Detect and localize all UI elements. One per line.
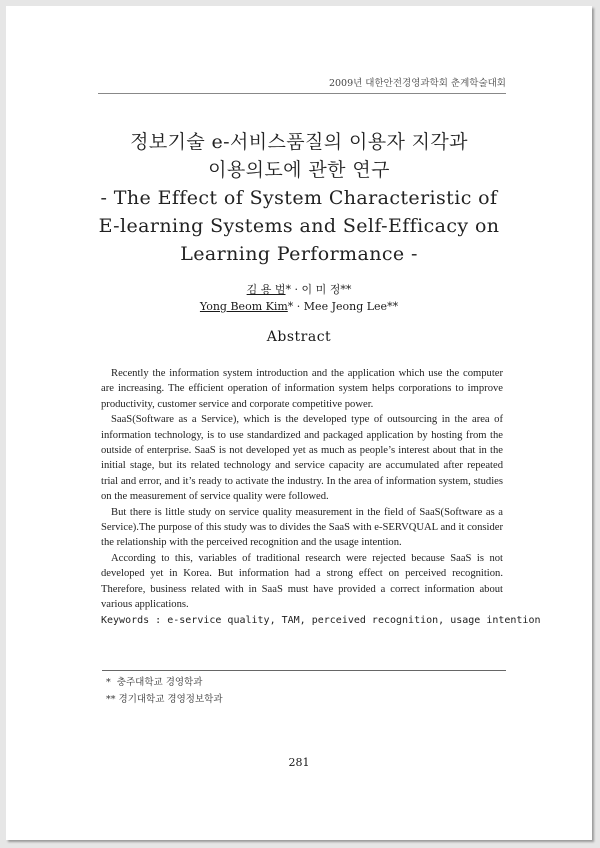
abstract-paragraph-4: According to this, variables of traditional research were rejected because SaaS is not developed yet in Korea. But information had a strong effect on perceived recognition. Therefore, business related with in SaaS must have provided a correct information about various applications. [101, 552, 503, 611]
author-block [6, 281, 592, 315]
title-line-1: 정보기술 e-서비스품질의 이용자 지각과 [130, 131, 468, 153]
author-1-korean: 김 용 범 [246, 283, 286, 296]
title-line-2: 이용의도에 관한 연구 [208, 159, 390, 181]
footnote-1-mark: * [106, 677, 111, 688]
abstract-body [101, 366, 541, 628]
author-english-separator: · [296, 300, 301, 313]
author-2-mark: ** [340, 283, 352, 296]
footnote-1 [106, 674, 202, 688]
paper-page [6, 6, 592, 840]
running-header: 2009년 대한안전경영과학회 춘계학술대회 [328, 78, 506, 89]
footnote-2-mark: ** [106, 694, 116, 705]
abstract-paragraph-2: SaaS(Software as a Service), which is the developed type of outsourcing in the area of information technology, is to use standardized and packaged application by hosting from the outside of enterprise. SaaS is not developed yet as much as people’s interest about that in the initial stage, but its related technology and service capacity are accumulated after repeated trial and error, and it’s ready to activate the industry. In the area of information system, studies on the measurement of service quality were followed. [101, 414, 503, 503]
footnote-2 [106, 691, 223, 705]
author-2-korean: 이 미 정 [301, 283, 341, 296]
author-2-english-mark: ** [387, 300, 399, 313]
page-number: 281 [288, 756, 310, 769]
authors-english [6, 298, 592, 315]
author-2-english: Mee Jeong Lee [303, 300, 388, 313]
author-1-mark: * [285, 283, 291, 296]
abstract-heading: Abstract [266, 329, 332, 345]
keywords: Keywords : e-service quality, TAM, perceived recognition, usage intention [101, 614, 541, 626]
header-rule [98, 93, 506, 94]
footnote-2-text: 경기대학교 경영정보학과 [118, 694, 223, 705]
title-line-3: - The Effect of System Characteristic of [100, 187, 498, 209]
paper-title [6, 128, 592, 268]
title-line-5: Learning Performance - [180, 243, 418, 265]
author-1-english-mark: * [287, 300, 294, 313]
abstract-paragraph-1: Recently the information system introduction and the application which use the computer are increasing. The efficient operation of information system helps corporations to improve productivity, customer service and corporate competitive power. [101, 368, 503, 410]
footnote-rule [102, 670, 506, 671]
abstract-paragraph-3: But there is little study on service quality measurement in the field of SaaS(Software as a Service).The purpose of this study was to divides the SaaS with e-SERVQUAL and it consider the relationship with the perceived recognition and the usage intention. [101, 506, 503, 549]
authors-korean [6, 281, 592, 298]
title-line-4: E-learning Systems and Self-Efficacy on [98, 215, 500, 237]
author-1-english: Yong Beom Kim [199, 300, 288, 313]
footnote-1-text: 충주대학교 경영학과 [116, 677, 203, 688]
author-separator: · [294, 283, 298, 296]
